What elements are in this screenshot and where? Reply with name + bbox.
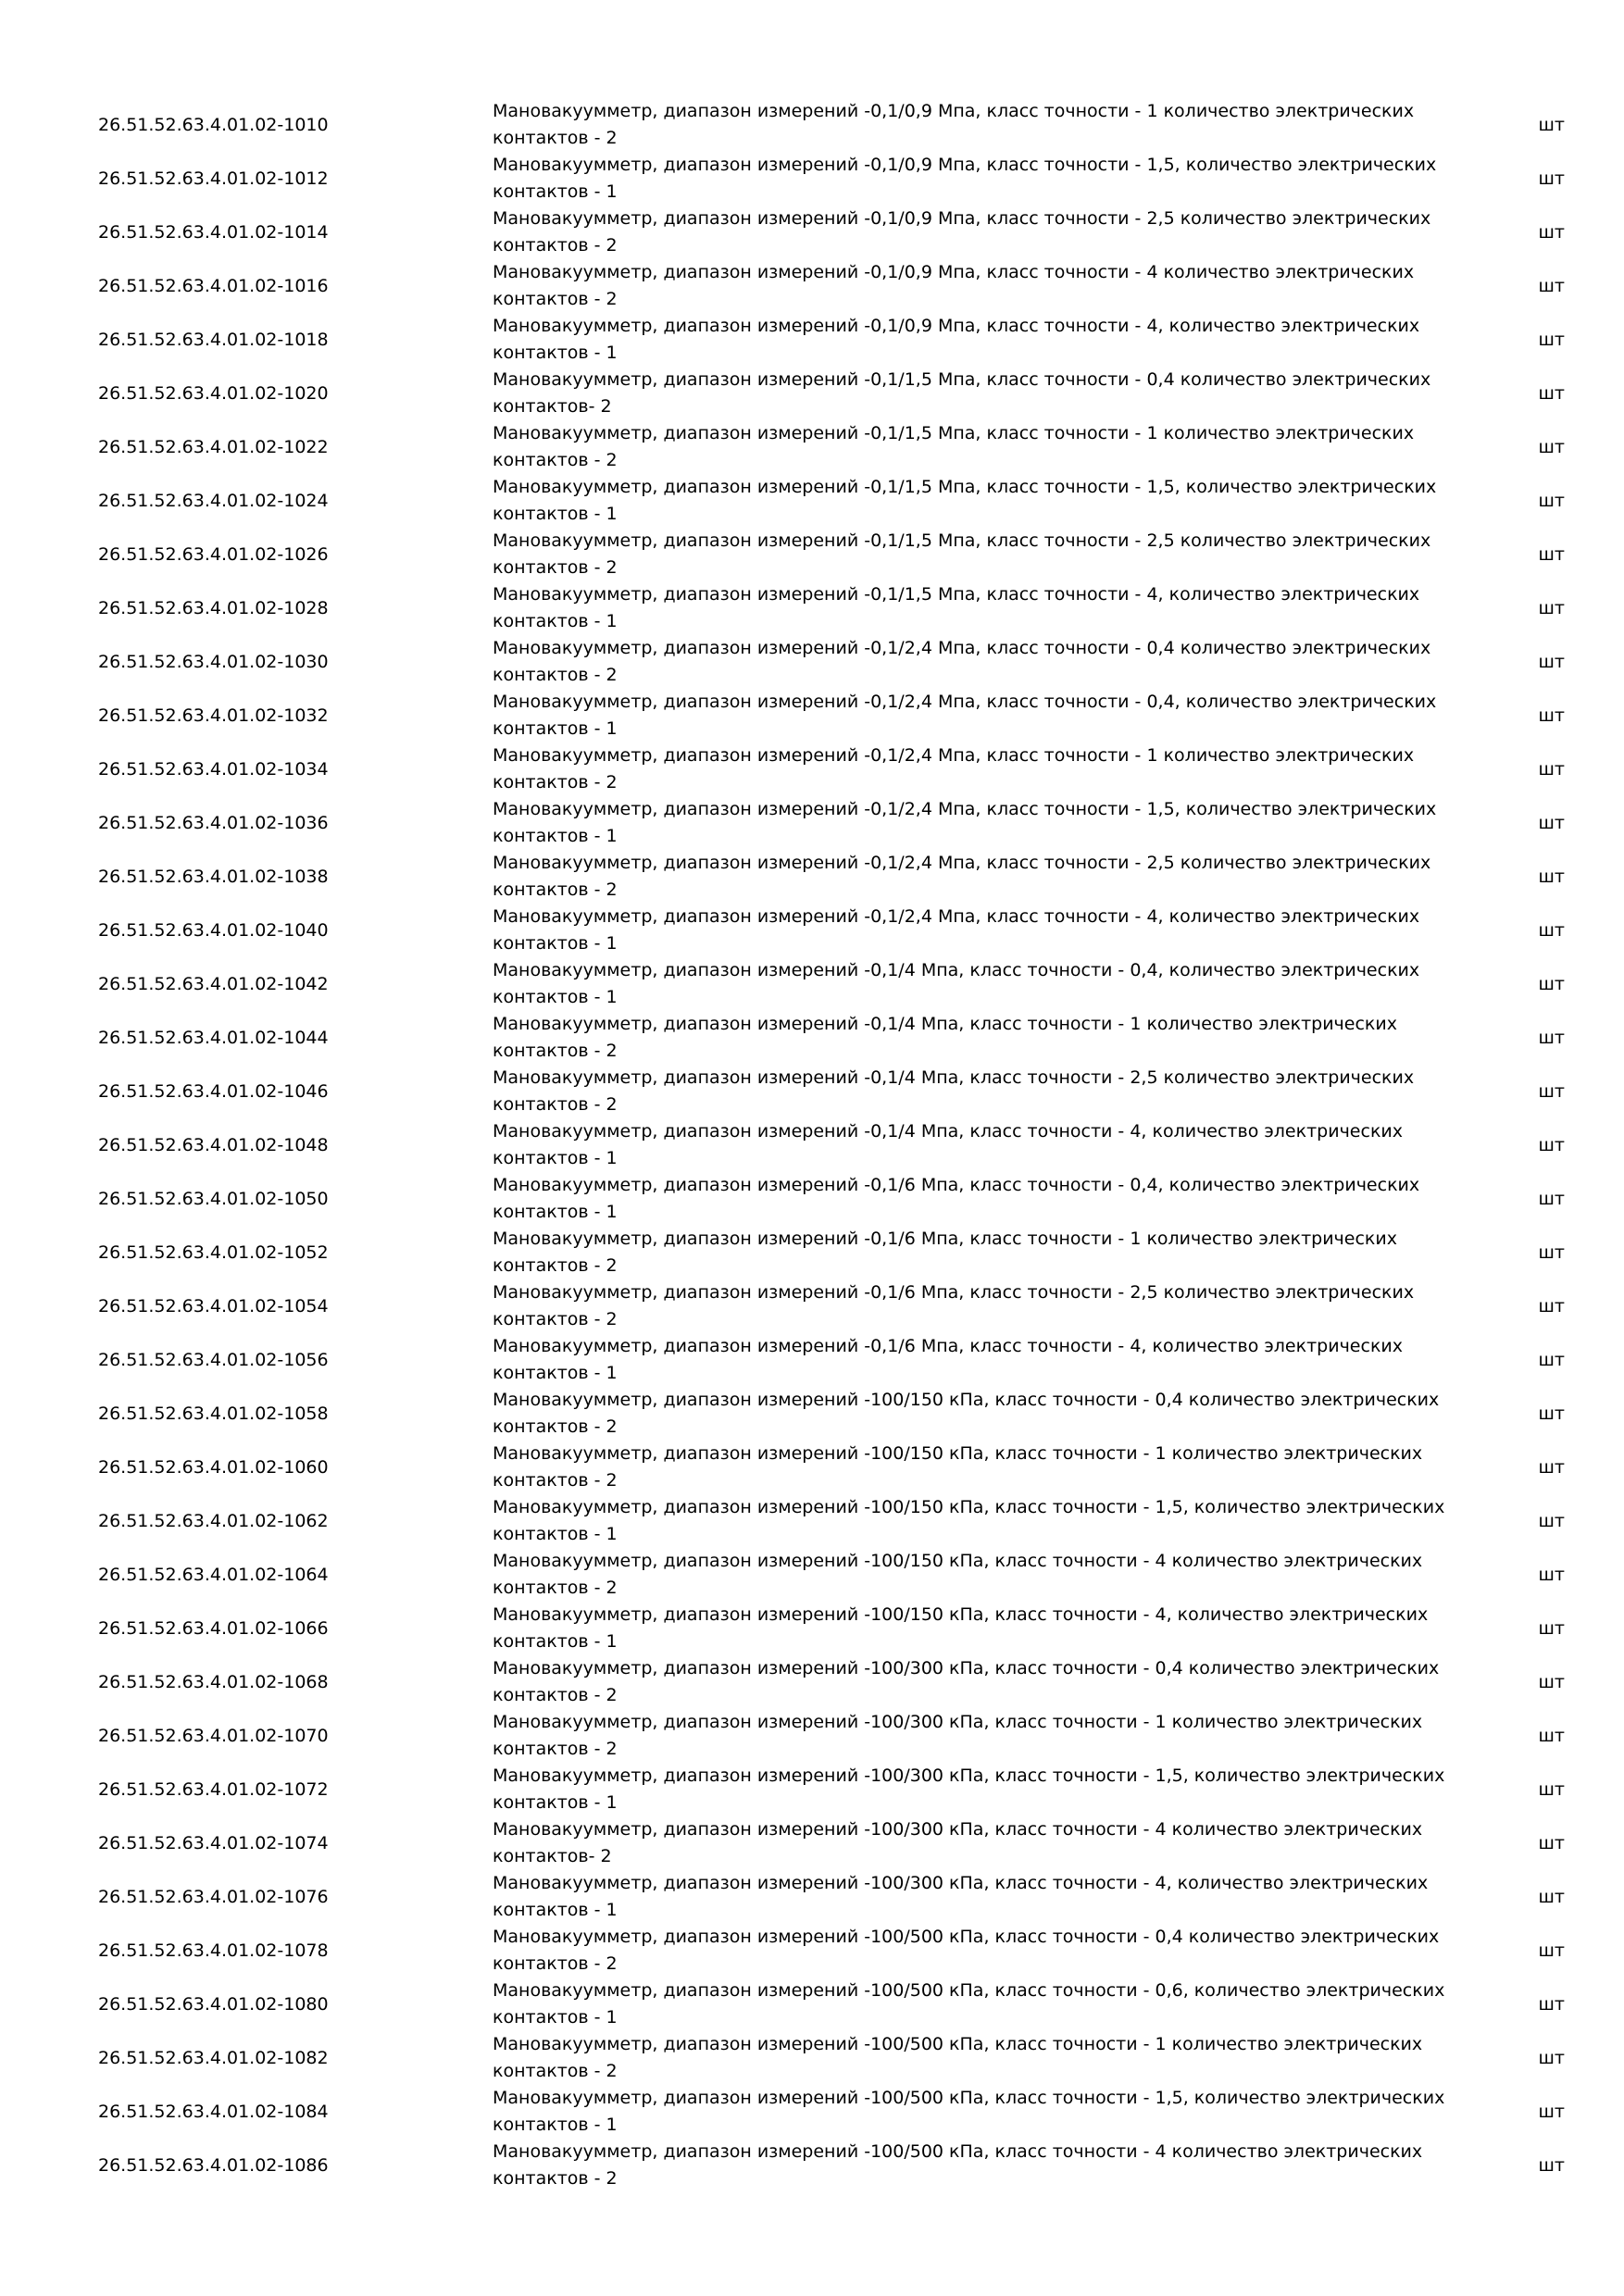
item-code: 26.51.52.63.4.01.02-1082 [98,2048,329,2068]
item-description [493,1333,1548,1387]
item-description [493,1226,1548,1279]
item-description [493,1709,1548,1763]
table-row [98,957,1565,1011]
description-line: контактов - 1 [493,1148,618,1168]
table-row [98,1065,1565,1118]
description-line: Мановакуумметр, диапазон измерений -0,1/0,9 Мпа, класс точности - 4 количество электрических [493,262,1415,282]
description-line: контактов - 2 [493,2061,618,2081]
item-description [493,957,1548,1011]
item-unit: шт [1538,1081,1565,1102]
item-code: 26.51.52.63.4.01.02-1060 [98,1457,329,1478]
table-row [98,152,1565,206]
item-code: 26.51.52.63.4.01.02-1058 [98,1404,329,1424]
description-line: Мановакуумметр, диапазон измерений -100/500 кПа, класс точности - 1 количество электрических [493,2034,1423,2054]
table-row [98,1870,1565,1924]
table-row [98,1655,1565,1709]
table-row [98,796,1565,850]
table-row [98,1172,1565,1226]
item-code: 26.51.52.63.4.01.02-1050 [98,1189,329,1209]
item-code: 26.51.52.63.4.01.02-1046 [98,1081,329,1102]
item-unit: шт [1538,115,1565,135]
description-line: Мановакуумметр, диапазон измерений -0,1/4 Мпа, класс точности - 2,5 количество электрических [493,1067,1415,1088]
description-line: контактов - 2 [493,1255,618,1276]
item-description [493,1655,1548,1709]
item-description [493,1763,1548,1816]
item-unit: шт [1538,168,1565,189]
table-row [98,1226,1565,1279]
item-description [493,1279,1548,1333]
description-line: контактов - 2 [493,1416,618,1437]
item-code: 26.51.52.63.4.01.02-1010 [98,115,329,135]
item-unit: шт [1538,1296,1565,1316]
item-code: 26.51.52.63.4.01.02-1086 [98,2155,329,2176]
table-row [98,1279,1565,1333]
table-row [98,1118,1565,1172]
description-line: контактов - 2 [493,235,618,256]
item-unit: шт [1538,1511,1565,1531]
item-unit: шт [1538,1565,1565,1585]
item-code: 26.51.52.63.4.01.02-1020 [98,383,329,404]
item-unit: шт [1538,544,1565,565]
item-code: 26.51.52.63.4.01.02-1080 [98,1994,329,2015]
item-description [493,1118,1548,1172]
item-code: 26.51.52.63.4.01.02-1022 [98,437,329,457]
item-code: 26.51.52.63.4.01.02-1048 [98,1135,329,1155]
item-unit: шт [1538,867,1565,887]
item-unit: шт [1538,598,1565,618]
item-description [493,206,1548,259]
description-line: контактов - 2 [493,1578,618,1598]
item-unit: шт [1538,1672,1565,1692]
table-row [98,1763,1565,1816]
item-unit: шт [1538,1457,1565,1478]
description-line: Мановакуумметр, диапазон измерений -0,1/1,5 Мпа, класс точности - 4, количество электрических [493,584,1420,605]
description-line: Мановакуумметр, диапазон измерений -0,1/0,9 Мпа, класс точности - 4, количество электрических [493,316,1420,336]
table-row [98,1494,1565,1548]
item-unit: шт [1538,383,1565,404]
description-line: Мановакуумметр, диапазон измерений -100/150 кПа, класс точности - 1,5, количество электрических [493,1497,1445,1517]
table-row [98,2085,1565,2139]
description-line: контактов - 1 [493,1900,618,1920]
item-code: 26.51.52.63.4.01.02-1076 [98,1887,329,1907]
description-line: Мановакуумметр, диапазон измерений -100/150 кПа, класс точности - 0,4 количество электрических [493,1390,1440,1410]
item-description [493,474,1548,528]
item-description [493,1816,1548,1870]
table-row [98,367,1565,420]
table-row [98,474,1565,528]
table-row [98,420,1565,474]
item-code: 26.51.52.63.4.01.02-1042 [98,974,329,994]
description-line: контактов - 2 [493,880,618,900]
item-description [493,152,1548,206]
description-line: контактов - 1 [493,2115,618,2135]
item-unit: шт [1538,1779,1565,1800]
description-line: Мановакуумметр, диапазон измерений -0,1/2,4 Мпа, класс точности - 4, количество электрических [493,906,1420,927]
description-line: контактов - 2 [493,2168,618,2189]
item-unit: шт [1538,2102,1565,2122]
item-unit: шт [1538,1887,1565,1907]
item-description [493,1494,1548,1548]
table-row [98,528,1565,581]
table-row [98,742,1565,796]
item-code: 26.51.52.63.4.01.02-1070 [98,1726,329,1746]
table-row [98,1011,1565,1065]
item-code: 26.51.52.63.4.01.02-1062 [98,1511,329,1531]
item-description [493,98,1548,152]
description-line: Мановакуумметр, диапазон измерений -0,1/2,4 Мпа, класс точности - 2,5 количество электрических [493,853,1431,873]
description-line: Мановакуумметр, диапазон измерений -0,1/4 Мпа, класс точности - 4, количество электрических [493,1121,1404,1142]
item-description [493,1978,1548,2031]
item-code: 26.51.52.63.4.01.02-1024 [98,491,329,511]
item-code: 26.51.52.63.4.01.02-1038 [98,867,329,887]
description-line: контактов - 1 [493,933,618,954]
item-code: 26.51.52.63.4.01.02-1030 [98,652,329,672]
item-unit: шт [1538,974,1565,994]
item-code: 26.51.52.63.4.01.02-1014 [98,222,329,243]
description-line: контактов- 2 [493,396,612,417]
table-row [98,635,1565,689]
description-line: Мановакуумметр, диапазон измерений -0,1/6 Мпа, класс точности - 2,5 количество электрических [493,1282,1415,1303]
item-unit: шт [1538,1833,1565,1853]
description-line: Мановакуумметр, диапазон измерений -100/150 кПа, класс точности - 4, количество электрических [493,1604,1429,1625]
item-code: 26.51.52.63.4.01.02-1026 [98,544,329,565]
item-unit: шт [1538,1618,1565,1639]
item-description [493,1924,1548,1978]
description-line: Мановакуумметр, диапазон измерений -0,1/0,9 Мпа, класс точности - 2,5 количество электрических [493,208,1431,229]
description-line: Мановакуумметр, диапазон измерений -0,1/0,9 Мпа, класс точности - 1,5, количество электрических [493,155,1437,175]
table-row [98,1602,1565,1655]
description-line: Мановакуумметр, диапазон измерений -0,1/1,5 Мпа, класс точности - 2,5 количество электрических [493,530,1431,551]
description-line: Мановакуумметр, диапазон измерений -100/500 кПа, класс точности - 4 количество электрических [493,2141,1423,2162]
description-line: контактов - 2 [493,128,618,148]
price-list-table [98,98,1565,2192]
item-code: 26.51.52.63.4.01.02-1072 [98,1779,329,1800]
description-line: контактов - 1 [493,987,618,1007]
item-code: 26.51.52.63.4.01.02-1028 [98,598,329,618]
item-description [493,1548,1548,1602]
table-row [98,1441,1565,1494]
item-unit: шт [1538,1726,1565,1746]
description-line: Мановакуумметр, диапазон измерений -100/300 кПа, класс точности - 4 количество электрических [493,1819,1423,1840]
item-unit: шт [1538,1135,1565,1155]
table-row [98,850,1565,904]
table-row [98,98,1565,152]
item-description [493,1602,1548,1655]
item-unit: шт [1538,652,1565,672]
description-line: Мановакуумметр, диапазон измерений -100/300 кПа, класс точности - 1 количество электрических [493,1712,1423,1732]
description-line: Мановакуумметр, диапазон измерений -0,1/2,4 Мпа, класс точности - 0,4, количество электрических [493,692,1437,712]
item-code: 26.51.52.63.4.01.02-1034 [98,759,329,780]
description-line: Мановакуумметр, диапазон измерений -0,1/2,4 Мпа, класс точности - 1 количество электрических [493,745,1415,766]
table-row [98,1548,1565,1602]
item-description [493,635,1548,689]
item-unit: шт [1538,2155,1565,2176]
item-unit: шт [1538,813,1565,833]
item-unit: шт [1538,491,1565,511]
description-line: Мановакуумметр, диапазон измерений -100/300 кПа, класс точности - 1,5, количество электрических [493,1766,1445,1786]
description-line: Мановакуумметр, диапазон измерений -0,1/1,5 Мпа, класс точности - 1,5, количество электрических [493,477,1437,497]
item-code: 26.51.52.63.4.01.02-1052 [98,1242,329,1263]
item-unit: шт [1538,1242,1565,1263]
description-line: контактов - 1 [493,826,618,846]
item-unit: шт [1538,759,1565,780]
item-code: 26.51.52.63.4.01.02-1054 [98,1296,329,1316]
description-line: Мановакуумметр, диапазон измерений -0,1/1,5 Мпа, класс точности - 0,4 количество электрических [493,369,1431,390]
description-line: контактов- 2 [493,1846,612,1866]
item-description [493,1065,1548,1118]
item-unit: шт [1538,705,1565,726]
table-row [98,1978,1565,2031]
description-line: контактов - 2 [493,1739,618,1759]
item-description [493,2031,1548,2085]
item-description [493,2139,1548,2192]
item-description [493,850,1548,904]
item-code: 26.51.52.63.4.01.02-1044 [98,1028,329,1048]
item-description [493,259,1548,313]
description-line: контактов - 2 [493,1470,618,1491]
item-unit: шт [1538,276,1565,296]
item-unit: шт [1538,1940,1565,1961]
description-line: Мановакуумметр, диапазон измерений -0,1/2,4 Мпа, класс точности - 0,4 количество электрических [493,638,1431,658]
description-line: контактов - 1 [493,1202,618,1222]
description-line: контактов - 2 [493,1953,618,1974]
description-line: контактов - 1 [493,1363,618,1383]
item-code: 26.51.52.63.4.01.02-1084 [98,2102,329,2122]
description-line: Мановакуумметр, диапазон измерений -0,1/6 Мпа, класс точности - 0,4, количество электрических [493,1175,1420,1195]
description-line: контактов - 1 [493,611,618,631]
item-description [493,2085,1548,2139]
item-unit: шт [1538,2048,1565,2068]
description-line: Мановакуумметр, диапазон измерений -100/300 кПа, класс точности - 0,4 количество электрических [493,1658,1440,1678]
table-row [98,689,1565,742]
item-description [493,1172,1548,1226]
description-line: Мановакуумметр, диапазон измерений -100/500 кПа, класс точности - 0,6, количество электрических [493,1980,1445,2001]
item-description [493,1441,1548,1494]
table-row [98,1387,1565,1441]
item-description [493,1387,1548,1441]
description-line: Мановакуумметр, диапазон измерений -100/150 кПа, класс точности - 1 количество электрических [493,1443,1423,1464]
description-line: контактов - 1 [493,718,618,739]
item-code: 26.51.52.63.4.01.02-1040 [98,920,329,941]
item-description [493,313,1548,367]
description-line: контактов - 2 [493,1094,618,1115]
item-description [493,581,1548,635]
table-row [98,259,1565,313]
table-row [98,1816,1565,1870]
item-code: 26.51.52.63.4.01.02-1068 [98,1672,329,1692]
description-line: контактов - 1 [493,181,618,202]
item-unit: шт [1538,437,1565,457]
item-code: 26.51.52.63.4.01.02-1064 [98,1565,329,1585]
description-line: контактов - 2 [493,1685,618,1705]
description-line: контактов - 2 [493,1309,618,1329]
item-description [493,528,1548,581]
table-row [98,1333,1565,1387]
description-line: контактов - 2 [493,665,618,685]
description-line: Мановакуумметр, диапазон измерений -0,1/1,5 Мпа, класс точности - 1 количество электрических [493,423,1415,443]
description-line: контактов - 1 [493,1792,618,1813]
item-unit: шт [1538,920,1565,941]
item-description [493,742,1548,796]
item-unit: шт [1538,330,1565,350]
item-unit: шт [1538,1350,1565,1370]
description-line: Мановакуумметр, диапазон измерений -100/500 кПа, класс точности - 0,4 количество электрических [493,1927,1440,1947]
description-line: контактов - 2 [493,1041,618,1061]
description-line: контактов - 2 [493,772,618,792]
item-description [493,1870,1548,1924]
description-line: Мановакуумметр, диапазон измерений -100/150 кПа, класс точности - 4 количество электрических [493,1551,1423,1571]
description-line: контактов - 2 [493,557,618,578]
item-code: 26.51.52.63.4.01.02-1012 [98,168,329,189]
description-line: Мановакуумметр, диапазон измерений -0,1/2,4 Мпа, класс точности - 1,5, количество электрических [493,799,1437,819]
description-line: Мановакуумметр, диапазон измерений -0,1/6 Мпа, класс точности - 4, количество электрических [493,1336,1404,1356]
item-code: 26.51.52.63.4.01.02-1036 [98,813,329,833]
description-line: Мановакуумметр, диапазон измерений -100/500 кПа, класс точности - 1,5, количество электрических [493,2088,1445,2108]
description-line: контактов - 1 [493,1524,618,1544]
item-unit: шт [1538,1028,1565,1048]
description-line: Мановакуумметр, диапазон измерений -0,1/4 Мпа, класс точности - 0,4, количество электрических [493,960,1420,980]
item-description [493,796,1548,850]
item-unit: шт [1538,1189,1565,1209]
description-line: контактов - 1 [493,504,618,524]
table-row [98,313,1565,367]
item-unit: шт [1538,1994,1565,2015]
item-description [493,1011,1548,1065]
description-line: Мановакуумметр, диапазон измерений -0,1/0,9 Мпа, класс точности - 1 количество электрических [493,101,1415,121]
item-unit: шт [1538,222,1565,243]
description-line: Мановакуумметр, диапазон измерений -0,1/4 Мпа, класс точности - 1 количество электрических [493,1014,1397,1034]
item-description [493,367,1548,420]
item-code: 26.51.52.63.4.01.02-1018 [98,330,329,350]
table-row [98,1924,1565,1978]
item-description [493,420,1548,474]
item-code: 26.51.52.63.4.01.02-1016 [98,276,329,296]
table-row [98,206,1565,259]
table-row [98,1709,1565,1763]
item-code: 26.51.52.63.4.01.02-1078 [98,1940,329,1961]
description-line: контактов - 1 [493,343,618,363]
description-line: Мановакуумметр, диапазон измерений -0,1/6 Мпа, класс точности - 1 количество электрических [493,1229,1397,1249]
item-unit: шт [1538,1404,1565,1424]
item-code: 26.51.52.63.4.01.02-1056 [98,1350,329,1370]
table-row [98,2031,1565,2085]
table-row [98,904,1565,957]
item-code: 26.51.52.63.4.01.02-1074 [98,1833,329,1853]
description-line: Мановакуумметр, диапазон измерений -100/300 кПа, класс точности - 4, количество электрических [493,1873,1429,1893]
description-line: контактов - 2 [493,289,618,309]
description-line: контактов - 2 [493,450,618,470]
item-code: 26.51.52.63.4.01.02-1066 [98,1618,329,1639]
table-row [98,581,1565,635]
table-row [98,2139,1565,2192]
item-code: 26.51.52.63.4.01.02-1032 [98,705,329,726]
description-line: контактов - 1 [493,2007,618,2028]
item-description [493,904,1548,957]
description-line: контактов - 1 [493,1631,618,1652]
item-description [493,689,1548,742]
